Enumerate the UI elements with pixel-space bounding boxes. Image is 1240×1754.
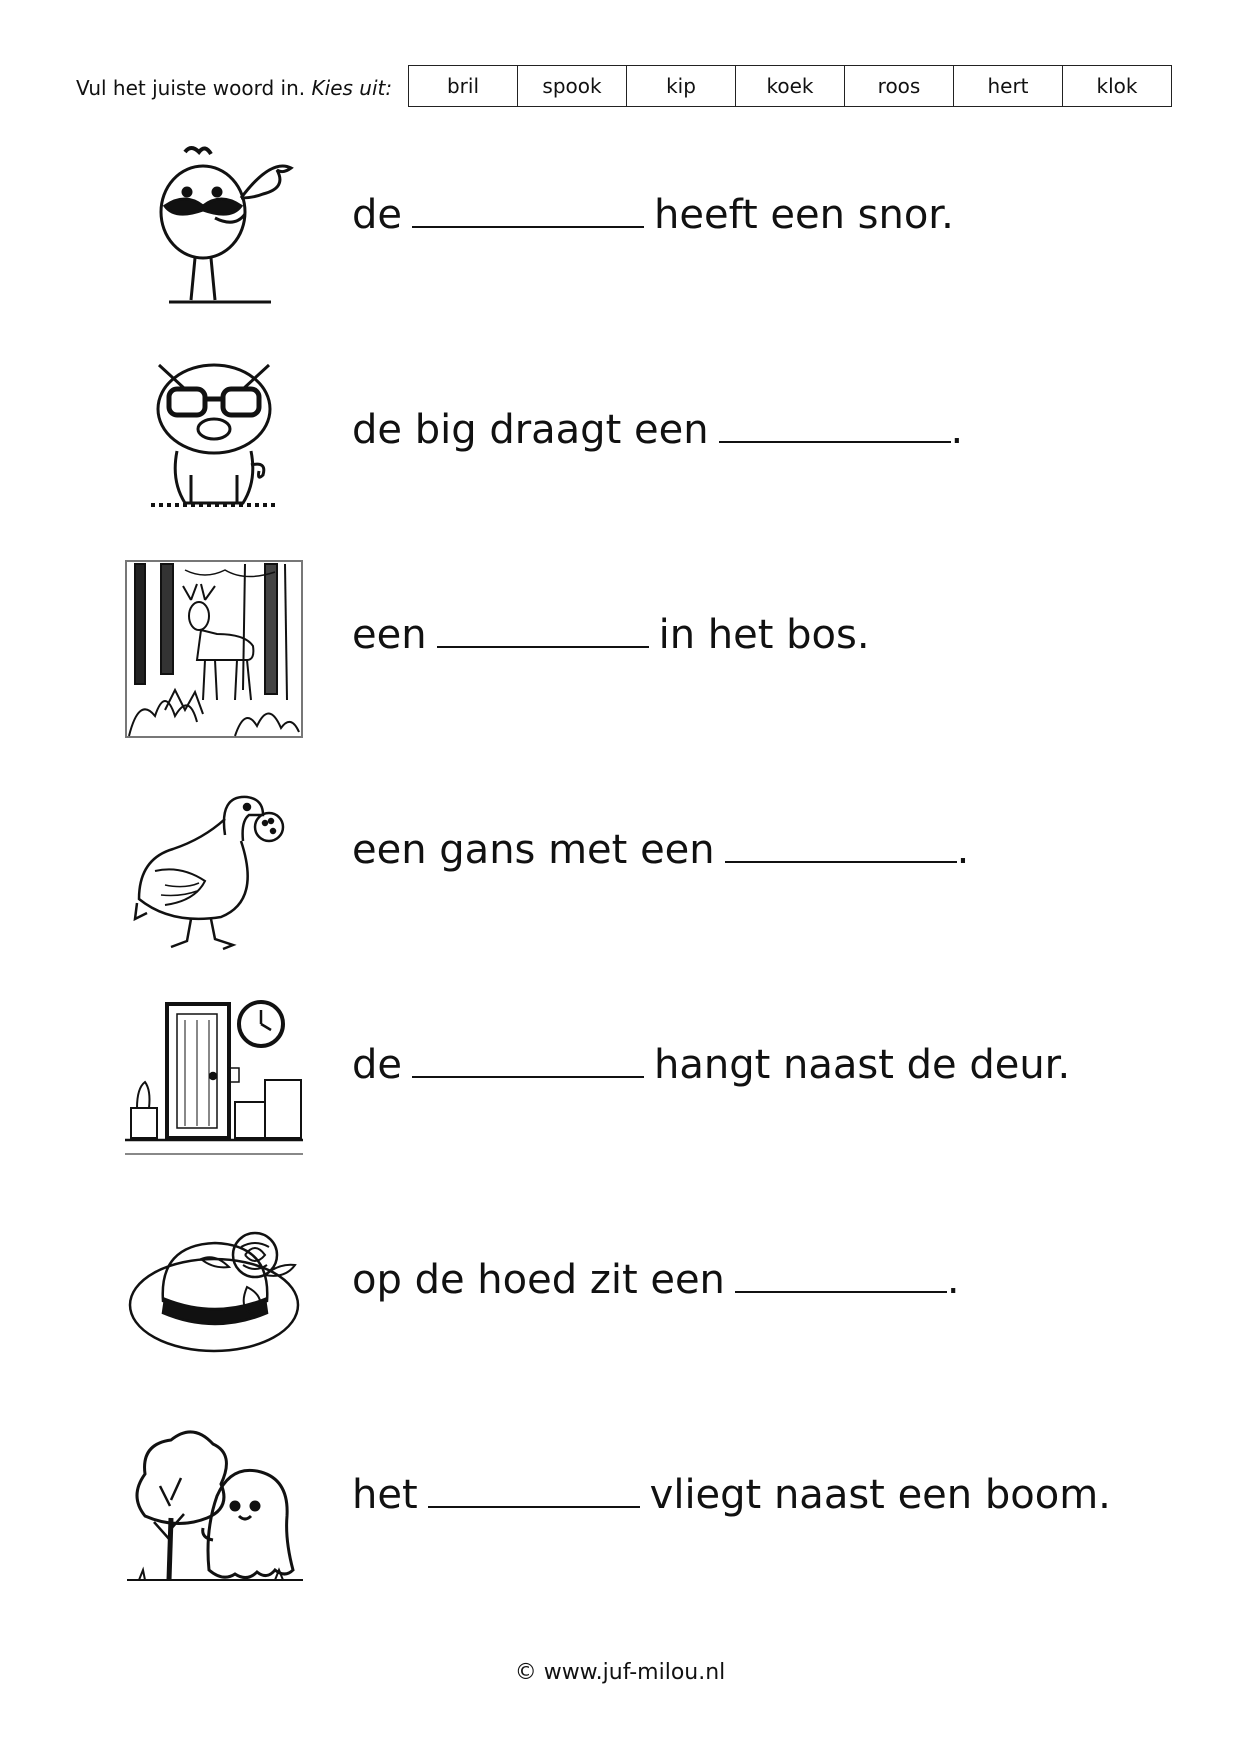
sentence: [352, 1042, 1070, 1088]
footer-copyright: © www.juf-milou.nl: [514, 1660, 726, 1685]
answer-blank[interactable]: [412, 1046, 644, 1078]
sentence-end: in het bos.: [658, 612, 870, 658]
sentence-start: het: [352, 1472, 418, 1518]
answer-blank[interactable]: [719, 411, 951, 443]
hat-with-rose-icon: [125, 1205, 303, 1383]
ghost-next-to-tree-icon: [125, 1420, 303, 1598]
sentence: [352, 407, 963, 453]
sentence: [352, 1472, 1111, 1518]
sentence: [352, 192, 954, 238]
goose-with-cookie-icon: [125, 775, 303, 953]
pig-with-glasses-icon: [125, 355, 303, 533]
instruction-text: Vul het juiste woord in.: [76, 76, 306, 100]
choose-label: Kies uit:: [311, 76, 393, 100]
sentence-start: op de hoed zit een: [352, 1257, 725, 1303]
exercise-row: [0, 1420, 1240, 1610]
answer-blank[interactable]: [437, 616, 649, 648]
sentence-start: een: [352, 612, 427, 658]
sentence-end: .: [946, 1257, 960, 1303]
word-bank-item: spook: [517, 66, 626, 106]
sentence-start: de: [352, 192, 402, 238]
answer-blank[interactable]: [735, 1261, 947, 1293]
sentence: [352, 827, 969, 873]
word-bank-item: kip: [626, 66, 735, 106]
sentence-start: een gans met een: [352, 827, 715, 873]
word-bank-item: hert: [953, 66, 1062, 106]
exercise-row: [0, 775, 1240, 965]
exercise-row: [0, 990, 1240, 1180]
sentence: [352, 612, 870, 658]
sentence-end: heeft een snor.: [654, 192, 954, 238]
sentence-start: de big draagt een: [352, 407, 709, 453]
word-bank: [408, 65, 1172, 107]
exercise-row: [0, 140, 1240, 330]
sentence-end: hangt naast de deur.: [654, 1042, 1071, 1088]
answer-blank[interactable]: [725, 831, 957, 863]
word-bank-item: bril: [446, 74, 480, 98]
exercise-row: [0, 355, 1240, 545]
exercise-row: [0, 560, 1240, 750]
exercise-row: [0, 1205, 1240, 1395]
word-bank-item: roos: [844, 66, 953, 106]
sentence-end: .: [950, 407, 964, 453]
answer-blank[interactable]: [412, 196, 644, 228]
sentence: [352, 1257, 960, 1303]
chicken-with-mustache-icon: [125, 140, 303, 318]
sentence-start: de: [352, 1042, 402, 1088]
answer-blank[interactable]: [428, 1476, 640, 1508]
sentence-end: vliegt naast een boom.: [649, 1472, 1111, 1518]
deer-in-forest-icon: [125, 560, 303, 738]
word-bank-item: klok: [1062, 66, 1171, 106]
word-bank-item: koek: [735, 66, 844, 106]
sentence-end: .: [956, 827, 970, 873]
clock-next-to-door-icon: [125, 990, 303, 1168]
instruction-line: [76, 76, 392, 100]
